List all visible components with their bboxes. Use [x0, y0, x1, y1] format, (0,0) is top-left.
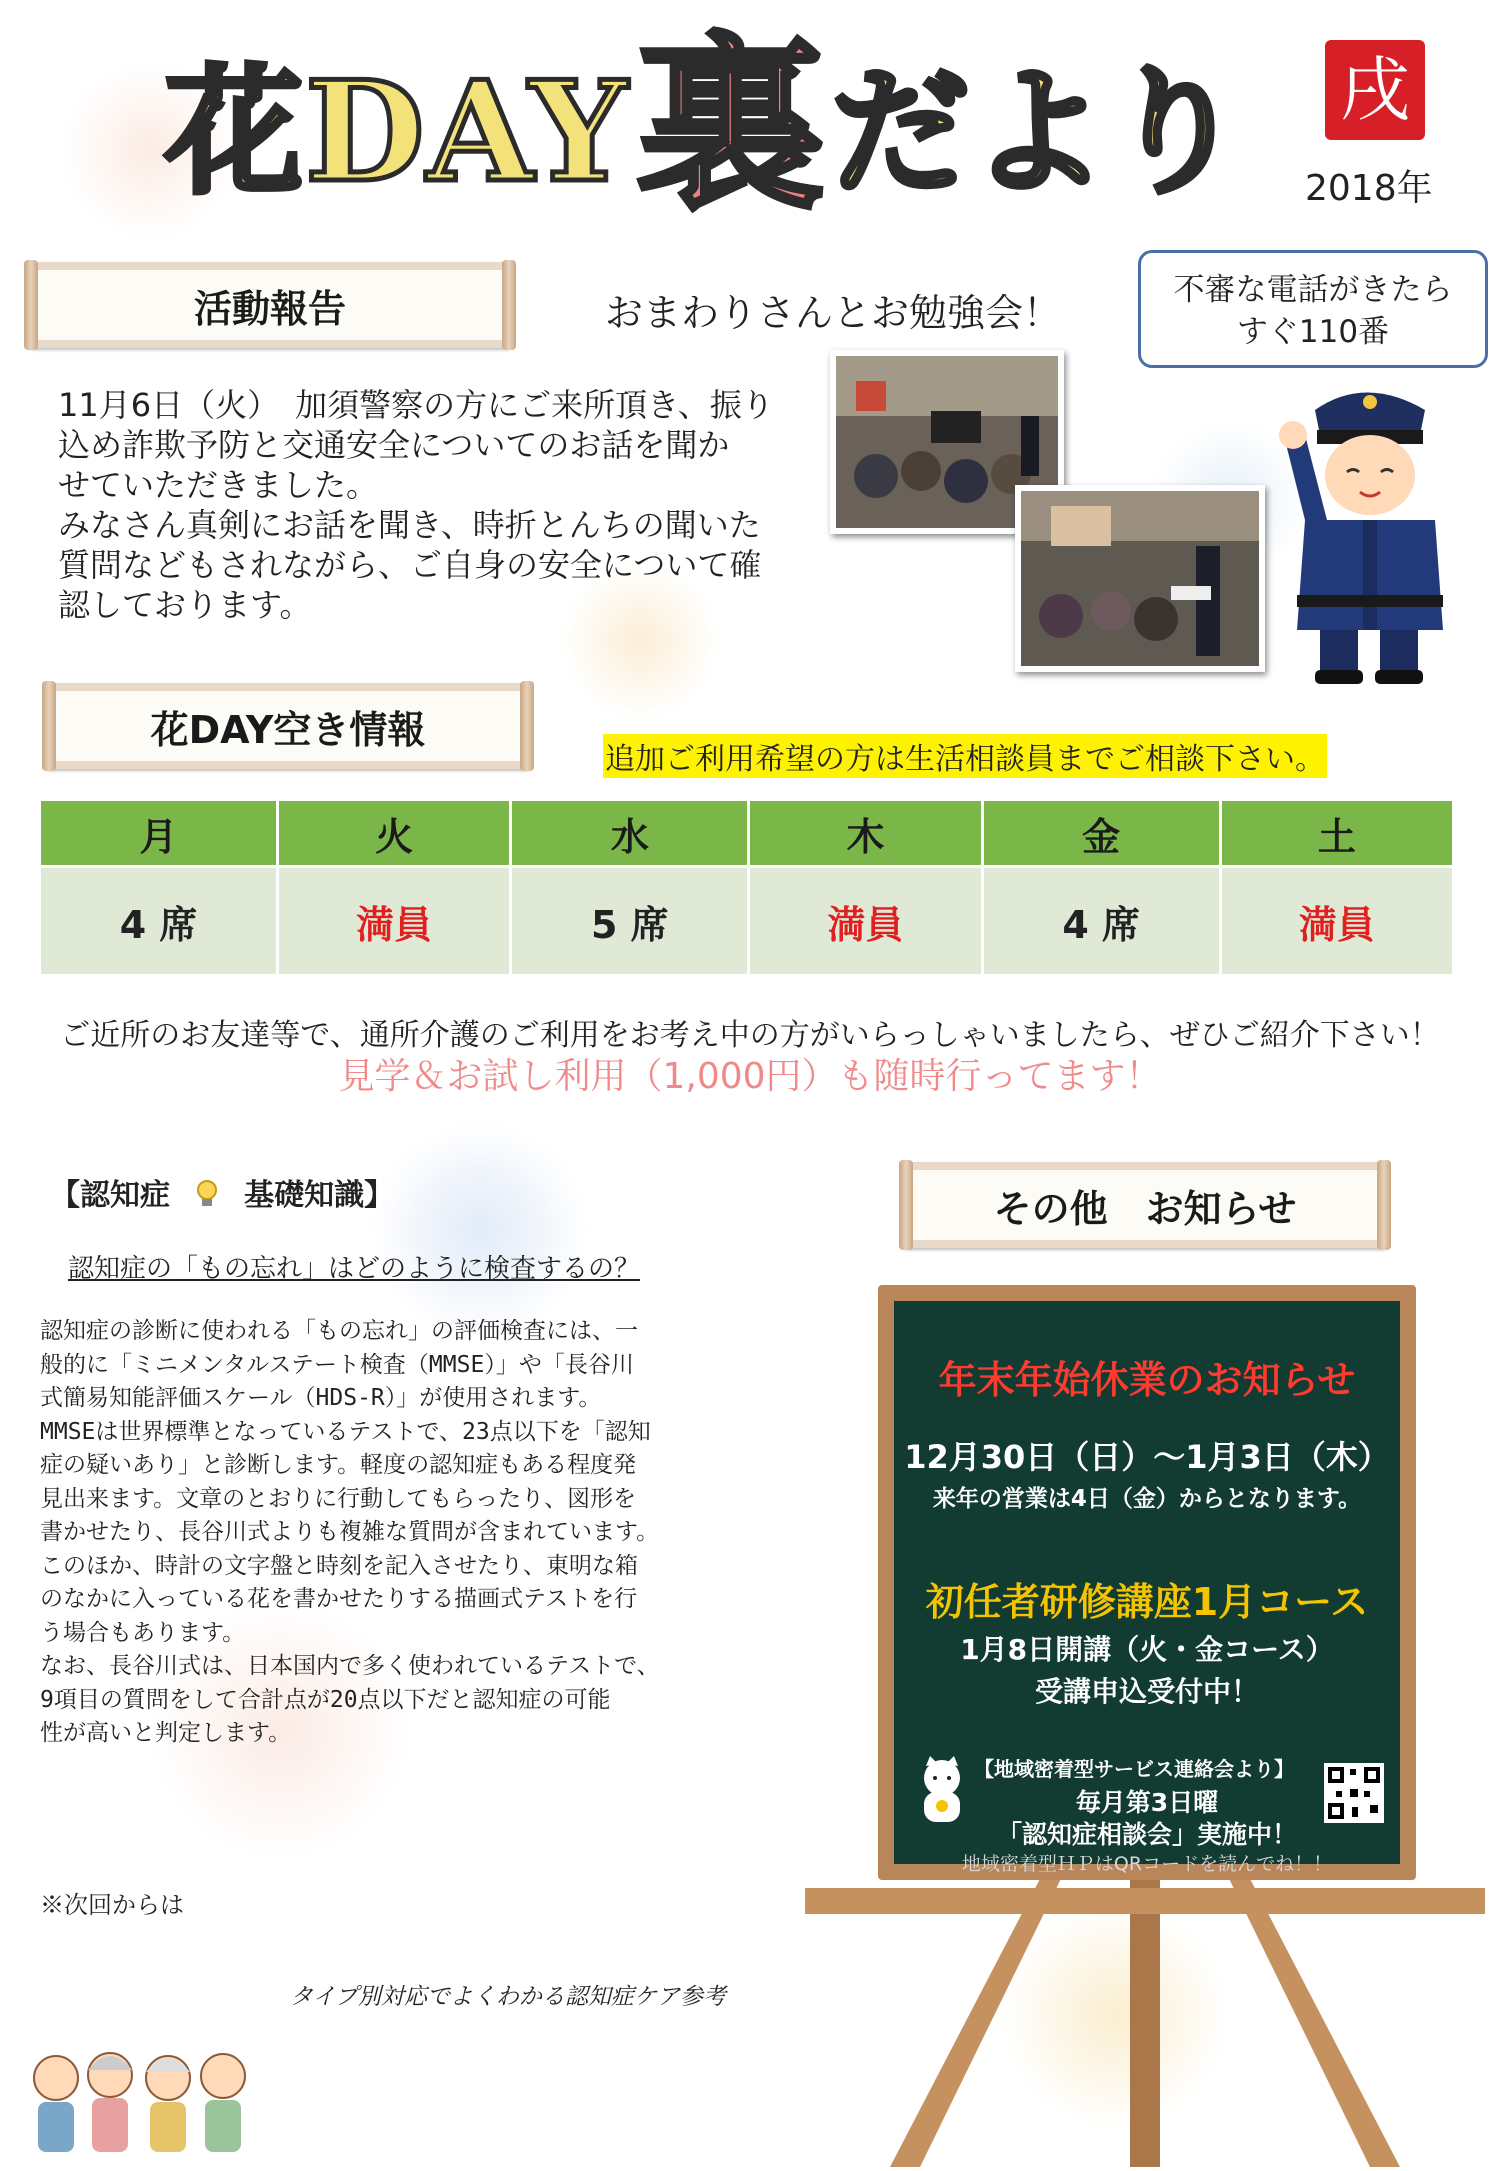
- course-accepting: 受講申込受付中！: [1034, 1675, 1259, 1708]
- zodiac-stamp: 戌: [1325, 40, 1425, 140]
- dementia-body-line: のなかに入っている花を書かせたりする描画式テストを行: [40, 1586, 638, 1612]
- weekday-header: 水: [511, 800, 749, 867]
- phone-warning-callout: [1138, 250, 1488, 368]
- weekday-header: 木: [749, 800, 982, 867]
- activity-line: 込め詐欺予防と交通安全についてのお話を聞か: [58, 426, 730, 464]
- dementia-body-line: 式簡易知能評価スケール（HDS-R）」が使用されます。: [40, 1385, 602, 1411]
- next-issue-note: ※次回からは: [40, 1891, 184, 1919]
- weekday-header: 金: [982, 800, 1220, 867]
- availability-heading: [48, 683, 528, 769]
- dementia-body-line: 見出来ます。文章のとおりに行動してもらったり、図形を: [40, 1485, 637, 1512]
- year-label: 2018年: [1305, 168, 1433, 209]
- course-start: 1月8日開講（火・金コース）: [960, 1633, 1334, 1666]
- dementia-body-line: 症の疑いあり」と診断します。軽度の認知症もある程度発: [40, 1452, 637, 1478]
- dementia-body-line: このほか、時計の文字盤と時刻を記入させたり、東明な箱: [40, 1552, 638, 1579]
- dementia-body-line: 般的に「ミニメンタルステート検査（MMSE）」や「長谷川: [40, 1351, 634, 1378]
- liaison-line-2: 「認知症相談会」実施中！: [996, 1820, 1297, 1849]
- activity-line: 質問などもされながら、ご自身の安全について確: [58, 546, 762, 584]
- availability-heading-text: 花DAY空き情報: [150, 707, 426, 752]
- weekday-header-row: [40, 800, 1454, 867]
- dementia-heading-right: 基礎知識】: [244, 1178, 395, 1213]
- activity-subtitle: おまわりさんとお勉強会！: [605, 291, 1062, 335]
- title-part-1: 花DAY: [165, 50, 630, 213]
- elderly-group-illustration: [28, 2040, 253, 2160]
- seat-status-cell: 満員: [278, 867, 511, 976]
- invite-line-2: 見学＆お試し利用（1,000円）も随時行ってます！: [338, 1056, 1162, 1097]
- decorative-snowflake: [370, 1120, 590, 1340]
- holiday-note: 来年の営業は4日（金）からとなります。: [932, 1486, 1362, 1512]
- dementia-question: 認知症の「もの忘れ」はどのように検査するの？: [68, 1254, 641, 1284]
- activity-line: せていただきました。: [58, 466, 379, 504]
- seat-status-cell: 満員: [1220, 867, 1453, 976]
- notices-heading: [905, 1162, 1385, 1248]
- dementia-body-line: う場合もあります。: [40, 1619, 246, 1646]
- reference-note: タイプ別対応でよくわかる認知症ケア参考: [290, 1984, 726, 2010]
- activity-heading-text: 活動報告: [193, 286, 346, 331]
- easel: [805, 1850, 1485, 2167]
- seat-status-cell: 満員: [749, 867, 982, 976]
- newsletter-title: [165, 13, 1246, 236]
- study-session-photo-2: [1015, 485, 1265, 672]
- dementia-body-line: 性が高いと判定します。: [40, 1720, 292, 1746]
- seat-status-cell: 4 席: [982, 867, 1220, 976]
- weekday-header: 火: [278, 800, 511, 867]
- invite-line-1: ご近所のお友達等で、通所介護のご利用をお考え中の方がいらっしゃいましたら、ぜひご紹介下さい！: [60, 1018, 1440, 1053]
- activity-paragraph: [58, 385, 798, 625]
- callout-line-1: 不審な電話がきたら: [1173, 272, 1453, 308]
- weekday-header: 月: [40, 800, 278, 867]
- title-part-2: 裏: [635, 13, 826, 236]
- seat-status-cell: 4 席: [40, 867, 278, 976]
- activity-heading: [30, 262, 510, 348]
- availability-note: 追加ご利用希望の方は生活相談員までご相談下さい。: [603, 734, 1327, 778]
- callout-line-2: すぐ110番: [1236, 314, 1390, 350]
- dementia-body-line: 書かせたり、長谷川式よりも複雑な質問が含まれています。: [40, 1519, 660, 1545]
- holiday-title: 年末年始休業のお知らせ: [938, 1358, 1356, 1402]
- dementia-body-line: MMSEは世界標準となっているテストで、23点以下を「認知: [40, 1418, 651, 1445]
- liaison-title: 【地域密着型サービス連絡会より】: [974, 1757, 1294, 1781]
- dementia-body-line: 認知症の診断に使われる「もの忘れ」の評価検査には、一: [40, 1318, 638, 1344]
- dementia-body-line: 9項目の質問をして合計点が20点以下だと認知症の可能: [40, 1686, 611, 1713]
- dementia-body-line: なお、長谷川式は、日本国内で多く使われているテストで、: [40, 1653, 660, 1679]
- course-title: 初任者研修講座1月コース: [925, 1580, 1369, 1624]
- dementia-heading: [50, 1170, 394, 1214]
- liaison-qr-note: 地域密着型ＨＰはQRコードを読んでね！！: [961, 1853, 1333, 1875]
- activity-line: 11月6日（火） 加須警察の方にご来所頂き、振り: [58, 386, 774, 424]
- police-officer-illustration: [1275, 380, 1455, 685]
- title-part-3: だより: [831, 50, 1246, 213]
- dementia-body: [40, 1315, 660, 1751]
- weekday-header: 土: [1220, 800, 1453, 867]
- chalkboard: [878, 1285, 1416, 1880]
- dementia-heading-left: 【認知症: [50, 1178, 170, 1213]
- seat-status-row: [40, 867, 1454, 976]
- seat-status-cell: 5 席: [511, 867, 749, 976]
- activity-line: みなさん真剣にお話を聞き、時折とんちの聞いた: [58, 506, 761, 544]
- notices-heading-text: その他 お知らせ: [993, 1186, 1297, 1231]
- chalkboard-surface: [894, 1301, 1400, 1875]
- activity-line: 認しております。: [58, 586, 312, 624]
- availability-table: [38, 798, 1455, 977]
- liaison-line-1: 毎月第3日曜: [1075, 1788, 1219, 1817]
- holiday-dates: 12月30日（日）～1月3日（木）: [904, 1438, 1390, 1476]
- qr-code-icon[interactable]: [1324, 1763, 1384, 1823]
- lightbulb-icon: [194, 1179, 220, 1209]
